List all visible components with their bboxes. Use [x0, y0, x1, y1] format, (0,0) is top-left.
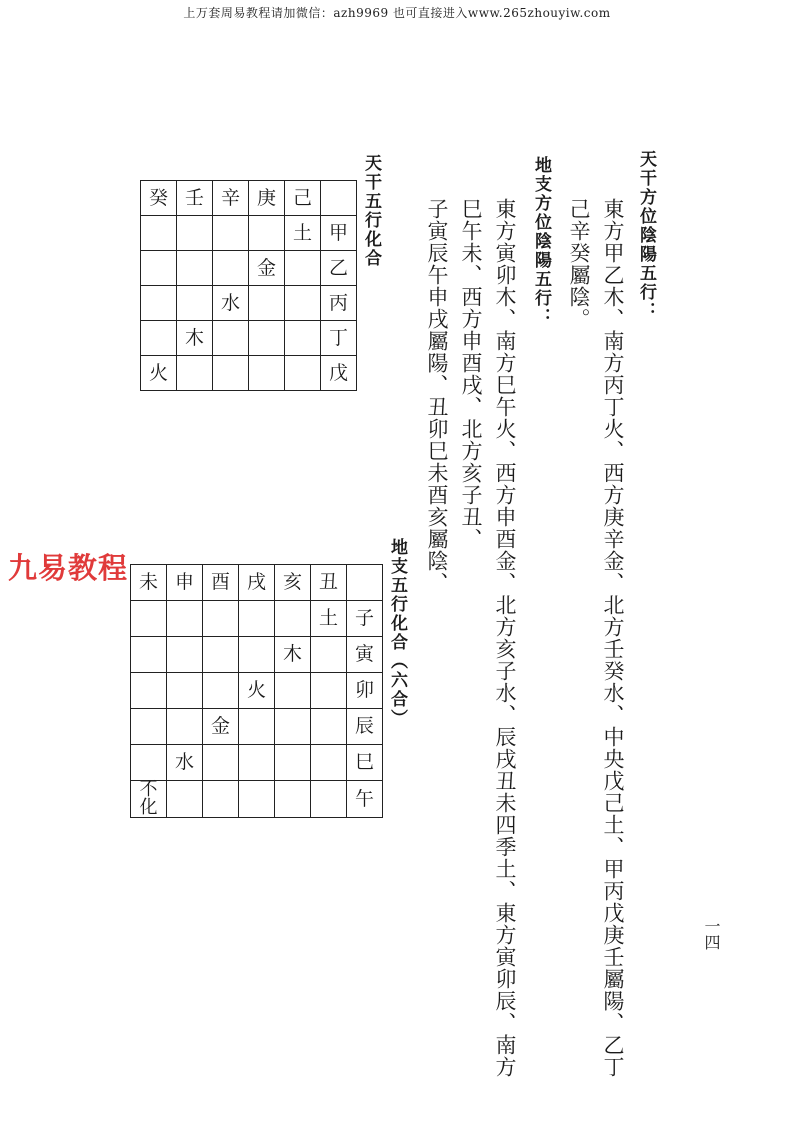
table-cell: 酉: [203, 565, 239, 601]
tiangan-direction-line-1: 東方甲乙木、南方丙丁火、西方庚辛金、北方壬癸水、中央戊己土、甲丙戊庚壬屬陽、乙丁: [601, 198, 625, 1078]
gan-table-title: 天干五行化合: [361, 154, 381, 268]
table-cell: [167, 709, 203, 745]
table-cell: [239, 601, 275, 637]
table-cell: [275, 781, 311, 818]
table-cell: [311, 637, 347, 673]
table-cell: [249, 356, 285, 391]
table-cell: [239, 637, 275, 673]
table-row: [141, 321, 357, 356]
table-cell: 己: [285, 181, 321, 216]
table-cell: [131, 709, 167, 745]
table-cell: 丙: [321, 286, 357, 321]
table-row: [131, 673, 383, 709]
table-cell: [167, 673, 203, 709]
table-cell: [213, 216, 249, 251]
dizhi-direction-line-1: 東方寅卯木、南方巳午火、西方申酉金、北方亥子水、辰戌丑未四季土、東方寅卯辰、南方: [493, 198, 517, 1078]
tiangan-direction-heading: 天干方位陰陽五行：: [636, 150, 656, 321]
table-cell: [141, 286, 177, 321]
table-row: [131, 601, 383, 637]
table-cell: [275, 601, 311, 637]
table-cell: [285, 356, 321, 391]
table-cell: 木: [275, 637, 311, 673]
dizhi-direction-line-2: 巳午未、西方申酉戌、北方亥子丑、: [459, 198, 483, 550]
table-cell: [285, 251, 321, 286]
table-cell: [213, 321, 249, 356]
table-cell: 水: [213, 286, 249, 321]
table-cell: 丑: [311, 565, 347, 601]
table-cell: [347, 565, 383, 601]
gan-combination-table: [140, 180, 357, 391]
table-row: [141, 251, 357, 286]
table-cell: 申: [167, 565, 203, 601]
table-cell: [249, 216, 285, 251]
table-cell: [249, 321, 285, 356]
table-cell: [141, 321, 177, 356]
table-cell: 甲: [321, 216, 357, 251]
table-cell: [275, 745, 311, 781]
table-cell: 木: [177, 321, 213, 356]
table-cell: 辰: [347, 709, 383, 745]
table-cell: [141, 251, 177, 286]
table-row: [131, 637, 383, 673]
table-cell: 土: [285, 216, 321, 251]
table-cell: 戊: [321, 356, 357, 391]
table-cell: 亥: [275, 565, 311, 601]
table-cell: [177, 251, 213, 286]
table-cell: [203, 745, 239, 781]
table-row: [141, 286, 357, 321]
table-cell: 巳: [347, 745, 383, 781]
table-cell: 未: [131, 565, 167, 601]
table-row: [141, 181, 357, 216]
table-cell: [239, 745, 275, 781]
table-row: [141, 356, 357, 391]
table-cell: [203, 601, 239, 637]
table-cell: 金: [203, 709, 239, 745]
table-row: [131, 745, 383, 781]
table-cell: [285, 321, 321, 356]
table-cell: [131, 601, 167, 637]
table-cell: [131, 745, 167, 781]
table-cell: 子: [347, 601, 383, 637]
table-cell: 水: [167, 745, 203, 781]
table-cell: [167, 637, 203, 673]
table-cell: [177, 286, 213, 321]
cell-text: 不化: [139, 779, 158, 818]
table-cell: [167, 781, 203, 818]
table-cell: [177, 216, 213, 251]
table-cell: [275, 709, 311, 745]
page-number: 一四: [702, 918, 721, 950]
table-cell: 卯: [347, 673, 383, 709]
table-cell: [167, 601, 203, 637]
table-cell: 金: [249, 251, 285, 286]
table-cell: [311, 709, 347, 745]
watermark: 九易教程: [8, 551, 129, 585]
table-cell: [239, 781, 275, 818]
table-cell: [275, 673, 311, 709]
table-cell: [131, 637, 167, 673]
table-cell: [203, 781, 239, 818]
table-cell: [239, 709, 275, 745]
table-cell: [285, 286, 321, 321]
table-row: [131, 781, 383, 818]
table-cell: [177, 356, 213, 391]
table-cell: [213, 356, 249, 391]
table-cell: 午: [347, 781, 383, 818]
table-cell: [311, 781, 347, 818]
zhi-combination-table: [130, 564, 383, 818]
table-cell: 庚: [249, 181, 285, 216]
table-row: [131, 565, 383, 601]
table-cell: 壬: [177, 181, 213, 216]
dizhi-direction-line-3: 子寅辰午申戌屬陽、丑卯巳未酉亥屬陰、: [425, 198, 449, 594]
table-row: [131, 709, 383, 745]
table-cell: 火: [141, 356, 177, 391]
page-header: 上万套周易教程请加微信：azh9969 也可直接进入www.265zhouyiw.com: [183, 6, 611, 20]
table-cell: 辛: [213, 181, 249, 216]
table-cell: [131, 673, 167, 709]
table-cell: 戌: [239, 565, 275, 601]
table-cell: [311, 673, 347, 709]
tiangan-direction-line-2: 己辛癸屬陰。: [567, 198, 591, 330]
zhi-table-title: 地支五行化合（六合）: [387, 538, 407, 728]
table-cell: [249, 286, 285, 321]
table-cell: 癸: [141, 181, 177, 216]
table-cell: 乙: [321, 251, 357, 286]
table-cell: 火: [239, 673, 275, 709]
dizhi-direction-heading: 地支方位陰陽五行：: [531, 156, 551, 327]
table-cell: 丁: [321, 321, 357, 356]
table-cell: [141, 216, 177, 251]
table-cell: 寅: [347, 637, 383, 673]
table-row: [141, 216, 357, 251]
table-cell: [203, 637, 239, 673]
table-cell: [311, 745, 347, 781]
table-cell: [203, 673, 239, 709]
table-cell: [131, 781, 167, 818]
table-cell: [213, 251, 249, 286]
table-cell: [321, 181, 357, 216]
table-cell: 土: [311, 601, 347, 637]
